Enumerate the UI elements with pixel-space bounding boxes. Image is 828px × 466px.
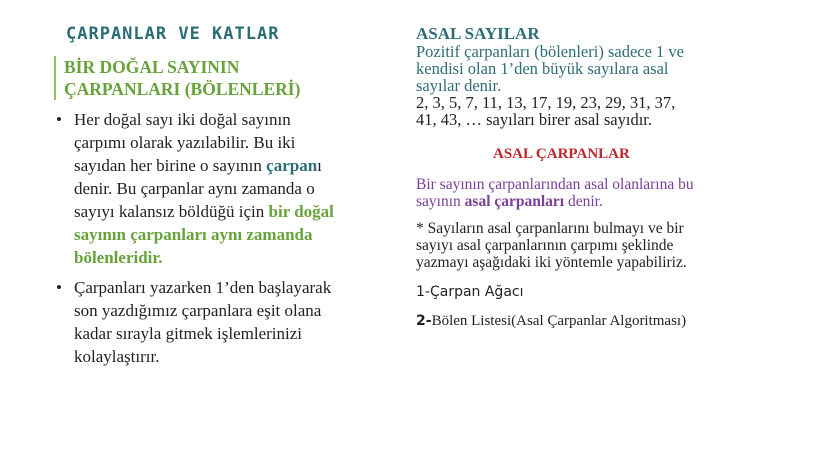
method-item-2-text: Bölen Listesi(Asal Çarpanlar Algoritması) [431,313,687,329]
slide-title: ÇARPANLAR VE KATLAR [66,24,280,44]
bullet-1-line: denir. Bu çarpanlar aynı zamanda o [74,179,315,198]
bullet-2-line: kolaylaştırır. [74,347,160,366]
bullet-2-text [74,276,331,368]
note-line: yazmayı aşağıdaki iki yöntemle yapabiliriz. [416,254,687,271]
bullet-1-line [74,200,334,223]
asal-carpanlar-heading: ASAL ÇARPANLAR [493,146,630,162]
prime-list-line: 2, 3, 5, 7, 11, 13, 17, 19, 23, 29, 31, 37, [416,93,676,112]
definition-line: sayılar denir. [416,76,502,95]
bullet-item-1 [56,108,334,269]
definition-line: kendisi olan 1’den büyük sayılara asal [416,59,669,78]
method-item-2-number: 2- [416,313,432,329]
left-heading [54,56,300,100]
bullet-1-line: bölenleridir. [74,248,163,267]
bullet-1-text [74,108,334,269]
note-line: sayıyı asal çarpanlarının çarpımı şeklinde [416,237,674,254]
asal-carpanlar-definition [416,176,694,210]
method-item-2 [416,313,686,330]
bullet-1-line: Her doğal sayı iki doğal sayının [74,110,291,129]
asal-sayilar-definition [416,43,816,94]
left-heading-line-2: ÇARPANLARI (BÖLENLERİ) [64,79,301,99]
purple-line [416,193,694,210]
text-span: sayının [416,193,465,210]
highlight-carpan: çarpan [266,156,318,175]
method-item-1: 1-Çarpan Ağacı [416,284,524,300]
text-span: ı [317,156,322,175]
highlight-text: bir doğal [268,202,334,221]
bullet-dot-icon: • [56,278,62,297]
bullet-1-line: sayının çarpanları aynı zamanda [74,225,313,244]
bullet-2-line: son yazdığımız çarpanlara eşit olana [74,301,322,320]
highlight-asal-carpanlari: asal çarpanları [464,193,565,210]
prime-list-line: 41, 43, … sayıları birer asal sayıdır. [416,110,652,129]
purple-line: Bir sayının çarpanlarından asal olanlarına bu [416,176,694,193]
method-note [416,220,687,271]
bullet-2-line: kadar sırayla gitmek işlemlerinizi [74,324,303,343]
text-span: sayıyı kalansız böldüğü için [74,202,269,221]
text-span: sayıdan her birine o sayının [74,156,267,175]
asal-sayilar-heading: ASAL SAYILAR [416,24,540,43]
bullet-dot-icon: • [56,110,62,129]
left-heading-line-1: BİR DOĞAL SAYININ [64,57,240,77]
bullet-2-line: Çarpanları yazarken 1’den başlayarak [74,278,332,297]
bullet-item-2 [56,276,331,368]
bullet-1-line: çarpımı olarak yazılabilir. Bu iki [74,133,296,152]
note-line: * Sayıların asal çarpanlarını bulmayı ve bir [416,220,684,237]
bullet-1-line [74,154,334,177]
prime-list [416,94,816,128]
definition-line: Pozitif çarpanları (bölenleri) sadece 1 ve [416,42,684,61]
text-span: denir. [564,193,603,210]
right-column [416,24,816,128]
